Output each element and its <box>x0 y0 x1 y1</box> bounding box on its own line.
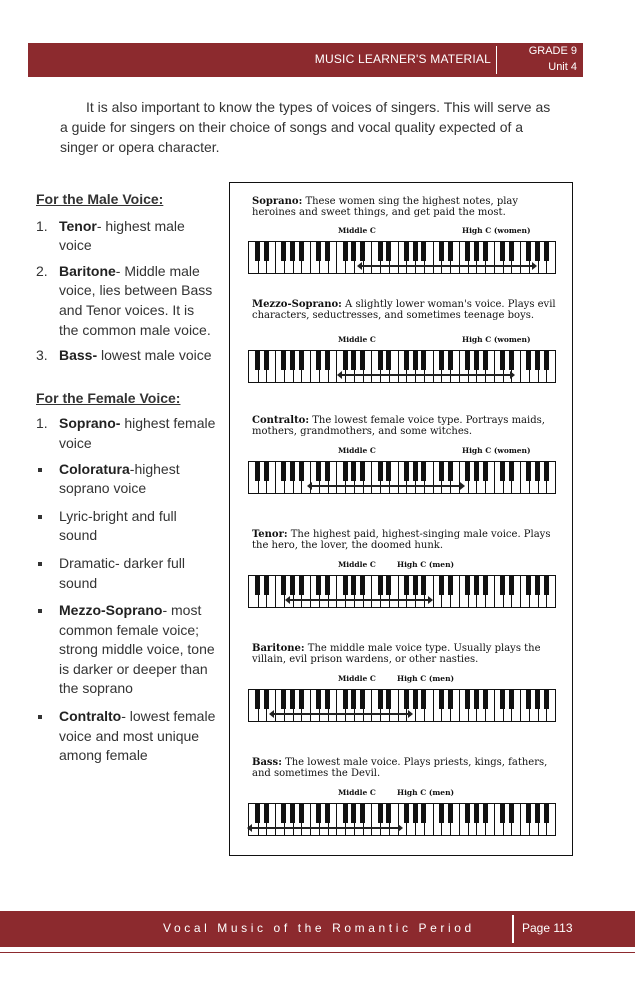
black-key <box>465 804 470 823</box>
white-key-edge <box>459 804 460 835</box>
black-key <box>316 462 321 481</box>
black-key <box>465 242 470 261</box>
black-key <box>500 804 505 823</box>
header-band <box>28 43 583 77</box>
white-key-edge <box>494 462 495 493</box>
white-key-edge <box>494 242 495 273</box>
middle-c-label: Middle C <box>338 335 376 344</box>
black-key <box>439 462 444 481</box>
black-key <box>474 804 479 823</box>
black-key <box>509 690 514 709</box>
black-key <box>360 242 365 261</box>
black-key <box>299 576 304 595</box>
range-arrow <box>251 827 399 829</box>
white-key-edge <box>398 351 399 382</box>
range-arrow <box>289 599 429 601</box>
white-key-edge <box>520 242 521 273</box>
black-key <box>264 576 269 595</box>
high-c-label: High C (men) <box>397 674 455 683</box>
black-key <box>439 804 444 823</box>
voice-name: Tenor: <box>252 529 288 540</box>
black-key <box>360 690 365 709</box>
black-key <box>325 576 330 595</box>
female-voice-item <box>36 601 216 699</box>
voice-term: Tenor <box>59 217 97 234</box>
voice-name: Baritone: <box>252 643 305 654</box>
voice-description <box>252 643 556 665</box>
voice-role: The middle male voice type. Usually plays the villain, evil prison wardens, or other nasties. <box>252 643 541 665</box>
list-marker: 1. <box>36 217 48 234</box>
voice-desc: lowest male voice <box>97 347 212 364</box>
black-key <box>526 242 531 261</box>
white-key-edge <box>398 576 399 607</box>
black-key <box>535 690 540 709</box>
voice-term: Soprano- <box>59 415 121 432</box>
black-key <box>535 242 540 261</box>
range-arrow <box>341 374 511 376</box>
middle-c-label: Middle C <box>338 226 376 235</box>
white-key-edge <box>371 462 372 493</box>
black-key <box>404 690 409 709</box>
voice-name: Mezzo-Soprano: <box>252 299 342 310</box>
black-key <box>343 242 348 261</box>
high-c-label: High C (women) <box>462 335 531 344</box>
white-key-edge <box>433 690 434 721</box>
black-key <box>509 462 514 481</box>
black-key <box>299 242 304 261</box>
unit-label: Unit 4 <box>548 61 577 73</box>
black-key <box>351 462 356 481</box>
black-key <box>351 242 356 261</box>
black-key <box>544 242 549 261</box>
black-key <box>544 462 549 481</box>
keyboard-markers <box>252 788 556 799</box>
white-key-edge <box>336 804 337 835</box>
black-key <box>421 242 426 261</box>
female-voice-item <box>36 507 216 546</box>
black-key <box>500 242 505 261</box>
black-key <box>404 351 409 370</box>
white-key-edge <box>275 351 276 382</box>
black-key <box>325 242 330 261</box>
black-key <box>404 804 409 823</box>
voice-term: Baritone <box>59 262 116 279</box>
black-key <box>264 804 269 823</box>
black-key <box>421 804 426 823</box>
middle-c-label: Middle C <box>338 560 376 569</box>
white-key-edge <box>275 576 276 607</box>
white-key-edge <box>310 804 311 835</box>
white-key-edge <box>275 462 276 493</box>
piano-keyboard <box>248 689 556 722</box>
black-key <box>413 462 418 481</box>
black-key <box>316 690 321 709</box>
middle-c-label: Middle C <box>338 674 376 683</box>
black-key <box>378 242 383 261</box>
black-key <box>378 462 383 481</box>
black-key <box>474 462 479 481</box>
white-key-edge <box>275 804 276 835</box>
voice-term: Contralto <box>59 708 122 725</box>
black-key <box>404 462 409 481</box>
bullet-marker <box>38 515 42 519</box>
bullet-marker <box>38 562 42 566</box>
black-key <box>255 351 260 370</box>
black-key <box>421 690 426 709</box>
voice-description <box>252 757 556 779</box>
voice-types-list <box>36 190 216 766</box>
white-key-edge <box>433 804 434 835</box>
voice-term: Bass- <box>59 347 98 364</box>
black-key <box>526 804 531 823</box>
black-key <box>474 351 479 370</box>
black-key <box>448 462 453 481</box>
black-key <box>421 351 426 370</box>
black-key <box>413 351 418 370</box>
voice-role: The lowest female voice type. Portrays maids, mothers, grandmothers, and some witches. <box>252 415 545 437</box>
black-key <box>448 804 453 823</box>
middle-c-label: Middle C <box>338 788 376 797</box>
white-key-edge <box>336 690 337 721</box>
white-key-edge <box>371 242 372 273</box>
white-key-edge <box>433 242 434 273</box>
black-key <box>413 576 418 595</box>
footer-divider <box>512 915 514 943</box>
black-key <box>483 462 488 481</box>
white-key-edge <box>398 462 399 493</box>
black-key <box>544 351 549 370</box>
white-key-edge <box>520 804 521 835</box>
black-key <box>535 804 540 823</box>
black-key <box>386 804 391 823</box>
keyboard-markers <box>252 674 556 685</box>
voice-role: A slightly lower woman's voice. Plays evil characters, seductresses, and sometimes teenage boys. <box>252 299 556 321</box>
black-key <box>351 351 356 370</box>
voice-name: Bass: <box>252 757 282 768</box>
black-key <box>439 690 444 709</box>
black-key <box>483 351 488 370</box>
black-key <box>465 462 470 481</box>
black-key <box>290 462 295 481</box>
white-key-edge <box>371 804 372 835</box>
black-key <box>483 690 488 709</box>
white-key-edge <box>310 576 311 607</box>
high-c-label: High C (women) <box>462 446 531 455</box>
range-arrow <box>311 485 461 487</box>
piano-keyboard <box>248 803 556 836</box>
black-key <box>465 351 470 370</box>
male-voice-item <box>36 346 216 366</box>
black-key <box>325 351 330 370</box>
footer-rule <box>0 952 635 953</box>
white-key-edge <box>336 576 337 607</box>
voice-term: Coloratura <box>59 460 130 477</box>
voice-desc: - most common female voice; strong middle voice, tone is darker or deeper than the soprano <box>59 602 215 697</box>
piano-keyboard <box>248 461 556 494</box>
white-key-edge <box>520 462 521 493</box>
voice-range-chart <box>229 182 573 856</box>
black-key <box>255 804 260 823</box>
black-key <box>343 462 348 481</box>
voice-desc: Dramatic- darker full sound <box>59 554 186 591</box>
black-key <box>264 462 269 481</box>
black-key <box>290 576 295 595</box>
black-key <box>448 351 453 370</box>
voice-description <box>252 299 556 321</box>
voice-role: These women sing the highest notes, play heroines and sweet things, and get paid the most. <box>252 196 519 218</box>
black-key <box>316 576 321 595</box>
female-voice-item <box>36 460 216 499</box>
white-key-edge <box>310 690 311 721</box>
high-c-label: High C (women) <box>462 226 531 235</box>
black-key <box>448 576 453 595</box>
black-key <box>360 576 365 595</box>
black-key <box>439 576 444 595</box>
black-key <box>439 242 444 261</box>
white-key-edge <box>371 690 372 721</box>
black-key <box>474 576 479 595</box>
female-voice-item <box>36 554 216 593</box>
black-key <box>281 804 286 823</box>
footer-band <box>0 911 635 947</box>
voice-desc: -highest soprano voice <box>59 460 180 497</box>
bullet-marker <box>38 468 42 472</box>
black-key <box>316 351 321 370</box>
white-key-edge <box>398 690 399 721</box>
black-key <box>378 351 383 370</box>
black-key <box>255 576 260 595</box>
black-key <box>386 351 391 370</box>
white-key-edge <box>275 690 276 721</box>
black-key <box>378 804 383 823</box>
white-key-edge <box>520 690 521 721</box>
black-key <box>281 242 286 261</box>
black-key <box>386 576 391 595</box>
white-key-edge <box>459 351 460 382</box>
black-key <box>526 576 531 595</box>
black-key <box>255 242 260 261</box>
range-arrow <box>361 265 533 267</box>
piano-keyboard <box>248 575 556 608</box>
black-key <box>474 242 479 261</box>
voice-desc: - highest male voice <box>59 217 185 254</box>
voice-term: Mezzo-Soprano <box>59 602 163 619</box>
black-key <box>421 576 426 595</box>
black-key <box>439 351 444 370</box>
white-key-edge <box>371 576 372 607</box>
white-key-edge <box>494 576 495 607</box>
black-key <box>413 242 418 261</box>
white-key-edge <box>459 690 460 721</box>
black-key <box>290 804 295 823</box>
black-key <box>544 804 549 823</box>
black-key <box>404 576 409 595</box>
black-key <box>386 690 391 709</box>
white-key-edge <box>398 242 399 273</box>
black-key <box>343 690 348 709</box>
black-key <box>343 351 348 370</box>
voice-desc: - lowest female voice and most unique among female <box>59 708 216 764</box>
black-key <box>343 804 348 823</box>
white-key-edge <box>310 242 311 273</box>
black-key <box>343 576 348 595</box>
black-key <box>509 242 514 261</box>
female-voice-item <box>36 414 216 453</box>
voice-desc: Lyric-bright and full sound <box>59 507 177 544</box>
voice-description <box>252 196 556 218</box>
black-key <box>386 242 391 261</box>
keyboard-markers <box>252 335 556 346</box>
female-voice-heading: For the Female Voice: <box>36 389 181 406</box>
black-key <box>299 804 304 823</box>
list-marker: 2. <box>36 262 48 279</box>
black-key <box>378 576 383 595</box>
white-key-edge <box>459 242 460 273</box>
black-key <box>290 690 295 709</box>
header-divider <box>496 46 498 74</box>
intro-text: It is also important to know the types of voices of singers. This will serve as a guide for singers on their choice of songs and vocal quality expected of a singer or opera character. <box>60 99 551 155</box>
black-key <box>535 462 540 481</box>
black-key <box>290 242 295 261</box>
black-key <box>404 242 409 261</box>
black-key <box>264 351 269 370</box>
black-key <box>526 462 531 481</box>
black-key <box>526 690 531 709</box>
black-key <box>448 690 453 709</box>
black-key <box>316 804 321 823</box>
keyboard-markers <box>252 226 556 237</box>
black-key <box>290 351 295 370</box>
white-key-edge <box>336 462 337 493</box>
bullet-marker <box>38 715 42 719</box>
white-key-edge <box>494 690 495 721</box>
page-number: Page 113 <box>522 921 573 935</box>
black-key <box>535 351 540 370</box>
footer-title: Vocal Music of the Romantic Period <box>163 921 475 935</box>
black-key <box>360 462 365 481</box>
black-key <box>299 462 304 481</box>
white-key-edge <box>520 351 521 382</box>
grade-label: GRADE 9 <box>528 45 577 57</box>
black-key <box>351 576 356 595</box>
black-key <box>500 690 505 709</box>
white-key-edge <box>494 804 495 835</box>
bullet-marker <box>38 609 42 613</box>
black-key <box>255 462 260 481</box>
black-key <box>509 804 514 823</box>
voice-role: The lowest male voice. Plays priests, kings, fathers, and sometimes the Devil. <box>252 757 548 779</box>
black-key <box>299 690 304 709</box>
voice-desc: - Middle male voice, lies between Bass and Tenor voices. It is the common male voice. <box>59 262 213 338</box>
white-key-edge <box>520 576 521 607</box>
male-voice-heading: For the Male Voice: <box>36 191 164 207</box>
material-title: MUSIC LEARNER'S MATERIAL <box>314 52 491 66</box>
black-key <box>483 576 488 595</box>
piano-keyboard <box>248 241 556 274</box>
voice-description <box>252 415 556 437</box>
black-key <box>421 462 426 481</box>
black-key <box>483 242 488 261</box>
black-key <box>386 462 391 481</box>
list-marker: 1. <box>36 415 48 432</box>
black-key <box>299 351 304 370</box>
black-key <box>544 690 549 709</box>
black-key <box>281 690 286 709</box>
voice-role: The highest paid, highest-singing male voice. Plays the hero, the lover, the doomed hunk. <box>252 529 551 551</box>
black-key <box>413 690 418 709</box>
range-arrow <box>273 713 409 715</box>
piano-keyboard <box>248 350 556 383</box>
voice-name: Soprano: <box>252 196 303 207</box>
black-key <box>448 242 453 261</box>
black-key <box>264 242 269 261</box>
voice-desc: highest female voice <box>59 415 216 451</box>
white-key-edge <box>433 462 434 493</box>
black-key <box>316 242 321 261</box>
white-key-edge <box>433 351 434 382</box>
male-voice-item <box>36 262 216 340</box>
female-voice-item <box>36 707 216 766</box>
black-key <box>483 804 488 823</box>
intro-paragraph <box>60 97 560 157</box>
list-marker: 3. <box>36 347 48 364</box>
black-key <box>281 351 286 370</box>
white-key-edge <box>459 576 460 607</box>
black-key <box>281 462 286 481</box>
black-key <box>535 576 540 595</box>
black-key <box>413 804 418 823</box>
black-key <box>474 690 479 709</box>
black-key <box>264 690 269 709</box>
voice-description <box>252 529 556 551</box>
white-key-edge <box>371 351 372 382</box>
black-key <box>509 576 514 595</box>
black-key <box>351 804 356 823</box>
black-key <box>509 351 514 370</box>
black-key <box>500 462 505 481</box>
black-key <box>465 690 470 709</box>
white-key-edge <box>336 242 337 273</box>
middle-c-label: Middle C <box>338 446 376 455</box>
black-key <box>500 576 505 595</box>
black-key <box>325 690 330 709</box>
black-key <box>360 804 365 823</box>
black-key <box>351 690 356 709</box>
high-c-label: High C (men) <box>397 788 455 797</box>
black-key <box>255 690 260 709</box>
black-key <box>325 462 330 481</box>
high-c-label: High C (men) <box>397 560 455 569</box>
black-key <box>281 576 286 595</box>
white-key-edge <box>275 242 276 273</box>
black-key <box>360 351 365 370</box>
white-key-edge <box>310 351 311 382</box>
black-key <box>378 690 383 709</box>
black-key <box>465 576 470 595</box>
male-voice-item <box>36 217 216 256</box>
black-key <box>325 804 330 823</box>
keyboard-markers <box>252 560 556 571</box>
black-key <box>500 351 505 370</box>
white-key-edge <box>494 351 495 382</box>
voice-name: Contralto: <box>252 415 310 426</box>
black-key <box>544 576 549 595</box>
black-key <box>526 351 531 370</box>
keyboard-markers <box>252 446 556 457</box>
